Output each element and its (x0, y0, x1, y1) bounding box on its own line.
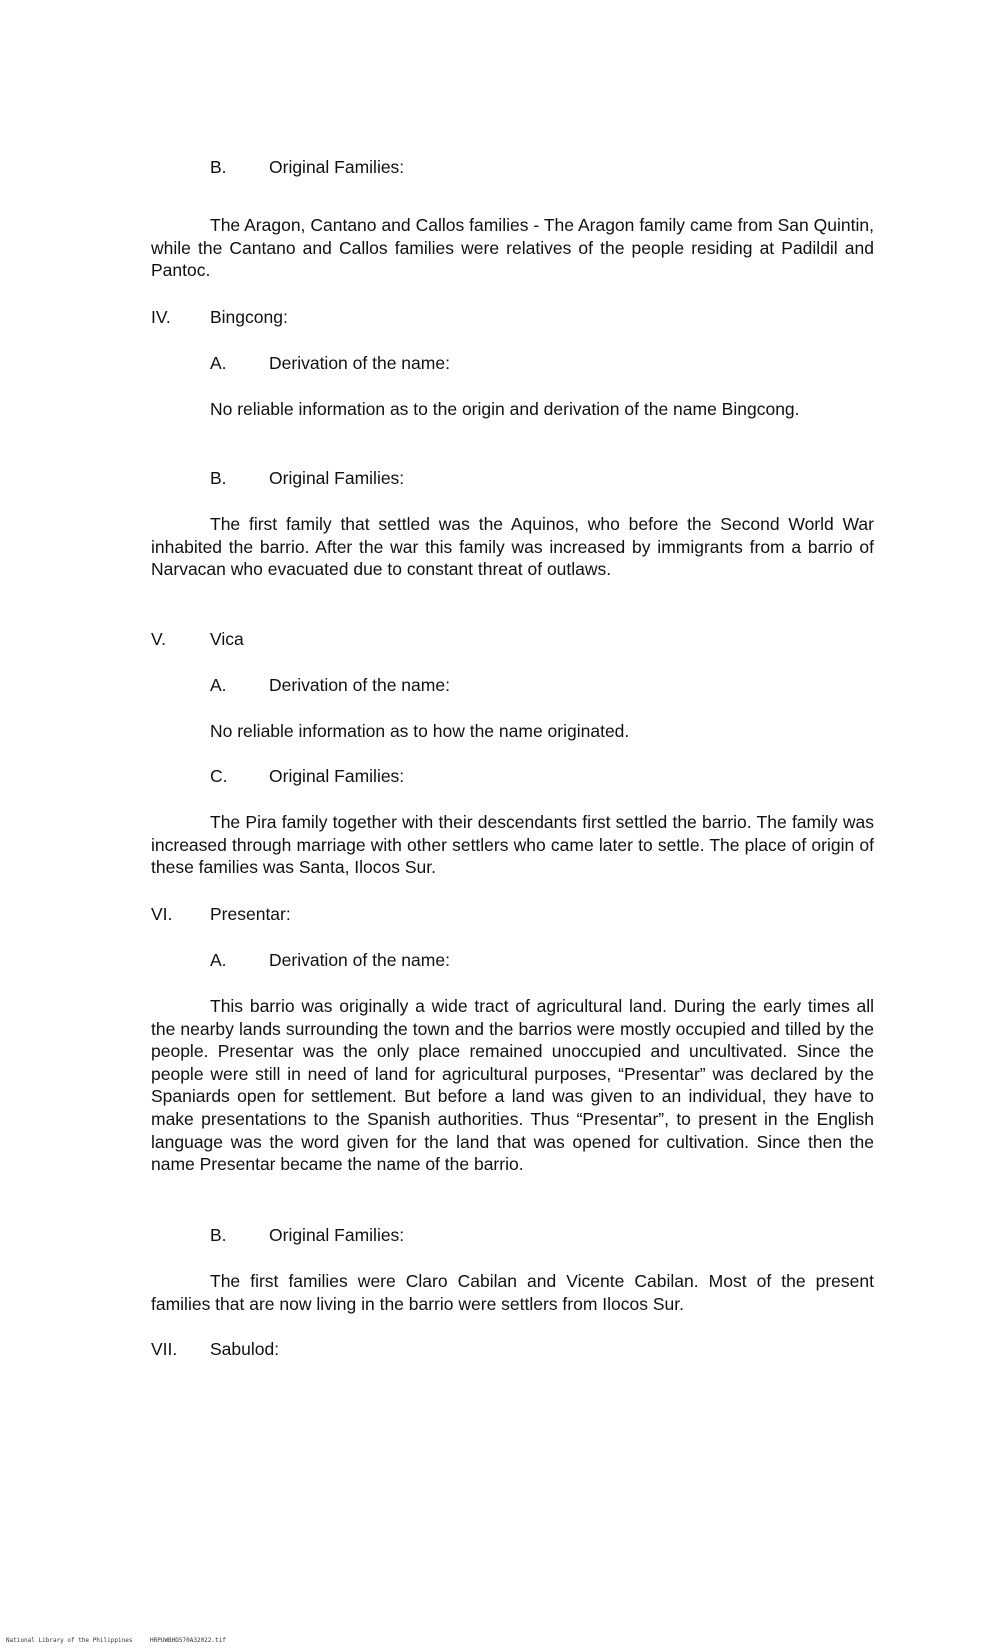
paragraph-pira-family (151, 811, 874, 879)
paragraph-text: The Aragon, Cantano and Callos families - The Aragon family came from San Quintin, while the Cantano and Callos families were relatives of the people residing at Padildil and Pantoc. (151, 215, 874, 281)
heading-v-vica (151, 628, 244, 651)
heading-iv-bingcong (151, 306, 288, 329)
paragraph-text: The first family that settled was the Aquinos, who before the Second World War inhabited the barrio. After the war this family was increased by immigrants from a barrio of Narvacan who evacuated due to constant threat of outlaws. (151, 514, 874, 580)
subheading-label: C. (210, 766, 228, 786)
subheading-title: Original Families: (269, 468, 405, 488)
heading-label: VI. (151, 904, 173, 924)
subheading-title: Original Families: (269, 157, 405, 177)
paragraph-bingcong-derivation (151, 398, 874, 421)
paragraph-text: The Pira family together with their descendants first settled the barrio. The family was increased through marriage with other settlers who came later to settle. The place of origin of these families was Santa, Ilocos Sur. (151, 812, 874, 878)
footer-file-name: HRPUWBHD570A32022.tif (150, 1637, 226, 1644)
heading-title: Sabulod: (210, 1339, 280, 1359)
footer-library-stamp: National Library of the Philippines (6, 1637, 133, 1644)
subheading-title: Derivation of the name: (269, 950, 450, 970)
paragraph-cabilan-families (151, 1270, 874, 1315)
heading-title: Presentar: (210, 904, 291, 924)
paragraph-aquinos (151, 513, 874, 581)
paragraph-aragon-families (151, 214, 874, 282)
heading-title: Bingcong: (210, 307, 288, 327)
paragraph-text: No reliable information as to how the name originated. (210, 721, 630, 741)
subheading-label: A. (210, 353, 227, 373)
subheading-b-original-families (210, 467, 404, 490)
subheading-title: Original Families: (269, 766, 405, 786)
heading-label: IV. (151, 307, 171, 327)
heading-label: V. (151, 629, 166, 649)
subheading-title: Derivation of the name: (269, 675, 450, 695)
paragraph-text: No reliable information as to the origin and derivation of the name Bingcong. (210, 399, 800, 419)
subheading-a-derivation (210, 674, 450, 697)
subheading-label: B. (210, 468, 227, 488)
subheading-b-original-families (210, 156, 404, 179)
heading-vii-sabulod (151, 1338, 279, 1361)
subheading-a-derivation (210, 949, 450, 972)
heading-title: Vica (210, 629, 244, 649)
subheading-title: Derivation of the name: (269, 353, 450, 373)
paragraph-presentar-derivation (151, 995, 874, 1176)
subheading-title: Original Families: (269, 1225, 405, 1245)
heading-label: VII. (151, 1339, 178, 1359)
paragraph-text: This barrio was originally a wide tract of agricultural land. During the early times all the nearby lands surrounding the town and the barrios were mostly occupied and tilled by the people. Presentar was the only place remained unoccupied and uncultivated. Since the people were still in need of land for agricultural purposes, “Presentar” was declared by the Spaniards open for settlement. But before a land was given to an individual, they have to make presentations to the Spanish authorities. Thus “Presentar”, to present in the English language was the word given for the land that was opened for cultivation. Since then the name Presentar became the name of the barrio. (151, 996, 874, 1175)
heading-vi-presentar (151, 903, 291, 926)
subheading-label: A. (210, 950, 227, 970)
subheading-label: B. (210, 1225, 227, 1245)
subheading-label: A. (210, 675, 227, 695)
subheading-c-original-families (210, 765, 404, 788)
subheading-label: B. (210, 157, 227, 177)
subheading-b-original-families (210, 1224, 404, 1247)
paragraph-vica-derivation (210, 720, 874, 743)
paragraph-text: The first families were Claro Cabilan and Vicente Cabilan. Most of the present families that are now living in the barrio were settlers from Ilocos Sur. (151, 1271, 874, 1314)
subheading-a-derivation (210, 352, 450, 375)
